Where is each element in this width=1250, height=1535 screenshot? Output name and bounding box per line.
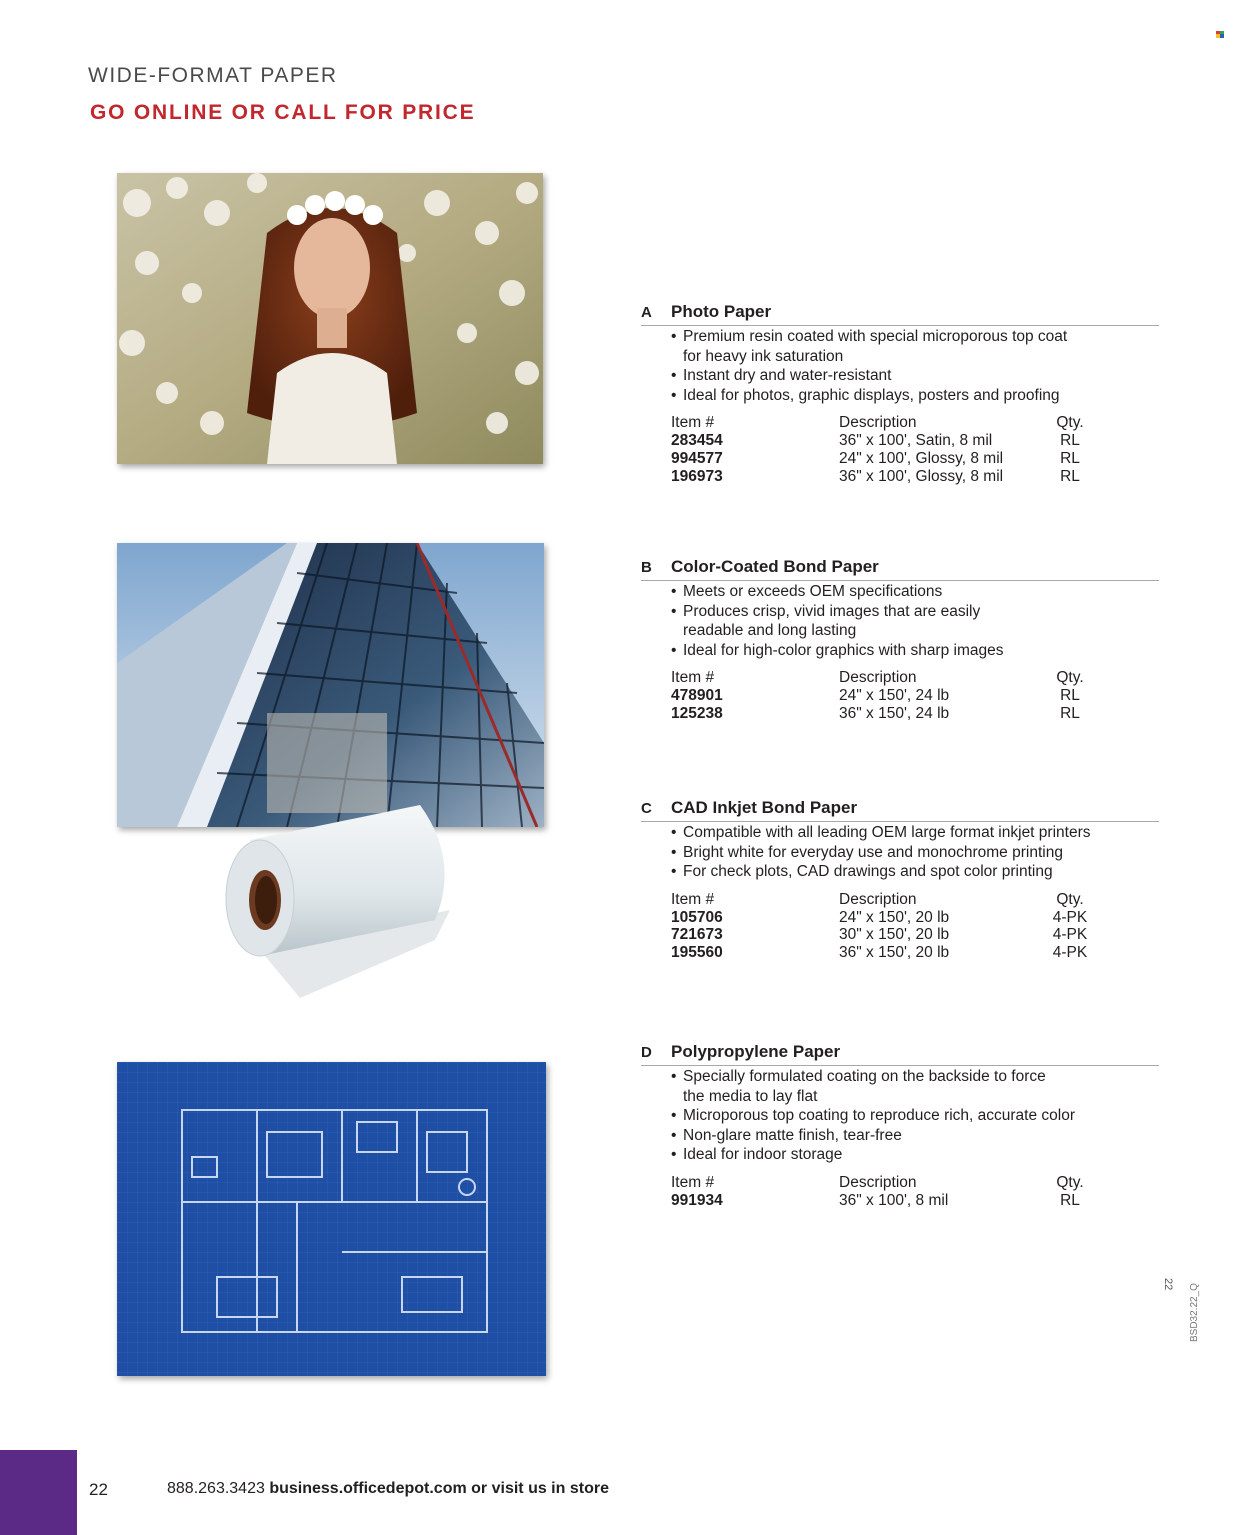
col-item-header: Item #: [671, 890, 715, 908]
table-header: [671, 1174, 1159, 1192]
feature-list: [671, 1067, 1159, 1165]
catalog-code: BSD32.22_Q: [1189, 1283, 1200, 1342]
col-qty-header: Qty.: [1056, 669, 1084, 687]
item-qty: 4-PK: [1052, 926, 1088, 944]
col-description-header: Description: [839, 890, 917, 908]
table-row: [671, 450, 1159, 468]
item-description: 36" x 150', 24 lb: [839, 704, 950, 722]
col-description-header: Description: [839, 669, 917, 687]
item-description: 24" x 150', 24 lb: [839, 687, 950, 705]
table-row: [671, 926, 1159, 944]
photo-paper-image: [117, 173, 543, 464]
item-description: 24" x 150', 20 lb: [839, 908, 950, 926]
section-letter: B: [641, 559, 652, 576]
item-qty: 4-PK: [1052, 944, 1088, 962]
item-qty: RL: [1060, 432, 1080, 450]
table-header: [671, 669, 1159, 687]
feature-item: • For check plots, CAD drawings and spot color printing: [671, 862, 1159, 882]
item-description: 30" x 150', 20 lb: [839, 926, 950, 944]
item-number: 125238: [671, 704, 723, 722]
item-number: 478901: [671, 687, 723, 705]
feature-item: • Bright white for everyday use and monochrome printing: [671, 843, 1159, 863]
item-number: 994577: [671, 449, 723, 467]
col-description-header: Description: [839, 1173, 917, 1191]
item-description: 36" x 100', 8 mil: [839, 1191, 949, 1209]
page-heading: WIDE-FORMAT PAPER: [88, 64, 338, 87]
table-row: [671, 944, 1159, 962]
col-item-header: Item #: [671, 669, 715, 687]
section-header: [641, 798, 1159, 822]
section-polypropylene: [641, 1042, 1159, 1210]
feature-list: [671, 582, 1159, 660]
section-letter: C: [641, 800, 652, 817]
side-page-number: 22: [1162, 1278, 1174, 1291]
item-number: 105706: [671, 908, 723, 926]
product-table: [671, 891, 1159, 962]
item-qty: RL: [1060, 449, 1080, 467]
item-qty: RL: [1060, 467, 1080, 485]
item-description: 36" x 100', Satin, 8 mil: [839, 432, 993, 450]
table-row: [671, 1192, 1159, 1210]
table-row: [671, 687, 1159, 705]
section-title: Color-Coated Bond Paper: [671, 557, 879, 576]
feature-list: [671, 823, 1159, 882]
polypropylene-blueprint-image: [117, 1062, 546, 1376]
feature-item: • Ideal for indoor storage: [671, 1145, 1159, 1165]
feature-item: the media to lay flat: [683, 1087, 818, 1105]
section-header: [641, 557, 1159, 581]
section-color-coated-bond: [641, 557, 1159, 723]
feature-item: • Premium resin coated with special microporous top coat: [671, 327, 1159, 347]
feature-item: • Compatible with all leading OEM large format inkjet printers: [671, 823, 1159, 843]
table-row: [671, 705, 1159, 723]
feature-item: • Specially formulated coating on the backside to force: [671, 1067, 1159, 1087]
item-qty: RL: [1060, 687, 1080, 705]
paper-roll-image: [220, 800, 460, 1000]
price-notice: GO ONLINE OR CALL FOR PRICE: [90, 101, 476, 124]
item-description: 36" x 150', 20 lb: [839, 944, 950, 962]
col-qty-header: Qty.: [1056, 414, 1084, 432]
table-row: [671, 468, 1159, 486]
item-number: 283454: [671, 432, 723, 450]
product-table: [671, 669, 1159, 722]
section-cad-inkjet-bond: [641, 798, 1159, 962]
section-header: [641, 1042, 1159, 1066]
col-item-header: Item #: [671, 414, 715, 432]
item-qty: 4-PK: [1052, 908, 1088, 926]
section-title: Photo Paper: [671, 302, 772, 321]
section-header: [641, 302, 1159, 326]
table-row: [671, 909, 1159, 927]
item-qty: RL: [1060, 704, 1080, 722]
table-row: [671, 432, 1159, 450]
col-item-header: Item #: [671, 1173, 715, 1191]
feature-item: • Produces crisp, vivid images that are easily: [671, 602, 1159, 622]
item-number: 991934: [671, 1191, 723, 1209]
feature-item: • Ideal for photos, graphic displays, posters and proofing: [671, 386, 1159, 406]
feature-item: • Instant dry and water-resistant: [671, 366, 1159, 386]
feature-item: • Non-glare matte finish, tear-free: [671, 1126, 1159, 1146]
footer-phone: 888.263.3423: [167, 1480, 265, 1497]
item-qty: RL: [1060, 1191, 1080, 1209]
footer-website-link[interactable]: business.officedepot.com: [269, 1480, 467, 1497]
product-table: [671, 1174, 1159, 1210]
col-qty-header: Qty.: [1056, 890, 1084, 908]
col-qty-header: Qty.: [1056, 1173, 1084, 1191]
purple-tab: [0, 1450, 77, 1535]
table-header: [671, 891, 1159, 909]
item-number: 195560: [671, 944, 723, 962]
section-letter: A: [641, 304, 652, 321]
feature-list: [671, 327, 1159, 405]
item-number: 721673: [671, 926, 723, 944]
item-number: 196973: [671, 467, 723, 485]
section-photo-paper: [641, 302, 1159, 486]
feature-item: • Meets or exceeds OEM specifications: [671, 582, 1159, 602]
table-header: [671, 414, 1159, 432]
footer-contact: [167, 1480, 609, 1498]
feature-item: • Ideal for high-color graphics with sharp images: [671, 641, 1159, 661]
footer-page-number: 22: [89, 1480, 108, 1499]
item-description: 36" x 100', Glossy, 8 mil: [839, 467, 1004, 485]
feature-item: • Microporous top coating to reproduce rich, accurate color: [671, 1106, 1159, 1126]
col-description-header: Description: [839, 414, 917, 432]
feature-item: for heavy ink saturation: [683, 347, 844, 365]
section-title: CAD Inkjet Bond Paper: [671, 798, 858, 817]
product-table: [671, 414, 1159, 485]
item-description: 24" x 100', Glossy, 8 mil: [839, 449, 1004, 467]
feature-item: readable and long lasting: [683, 622, 857, 640]
section-title: Polypropylene Paper: [671, 1042, 841, 1061]
color-coated-bond-image: [117, 543, 544, 827]
color-registration-mark: [1216, 31, 1224, 38]
footer-store-text: or visit us in store: [471, 1480, 609, 1497]
section-letter: D: [641, 1044, 652, 1061]
